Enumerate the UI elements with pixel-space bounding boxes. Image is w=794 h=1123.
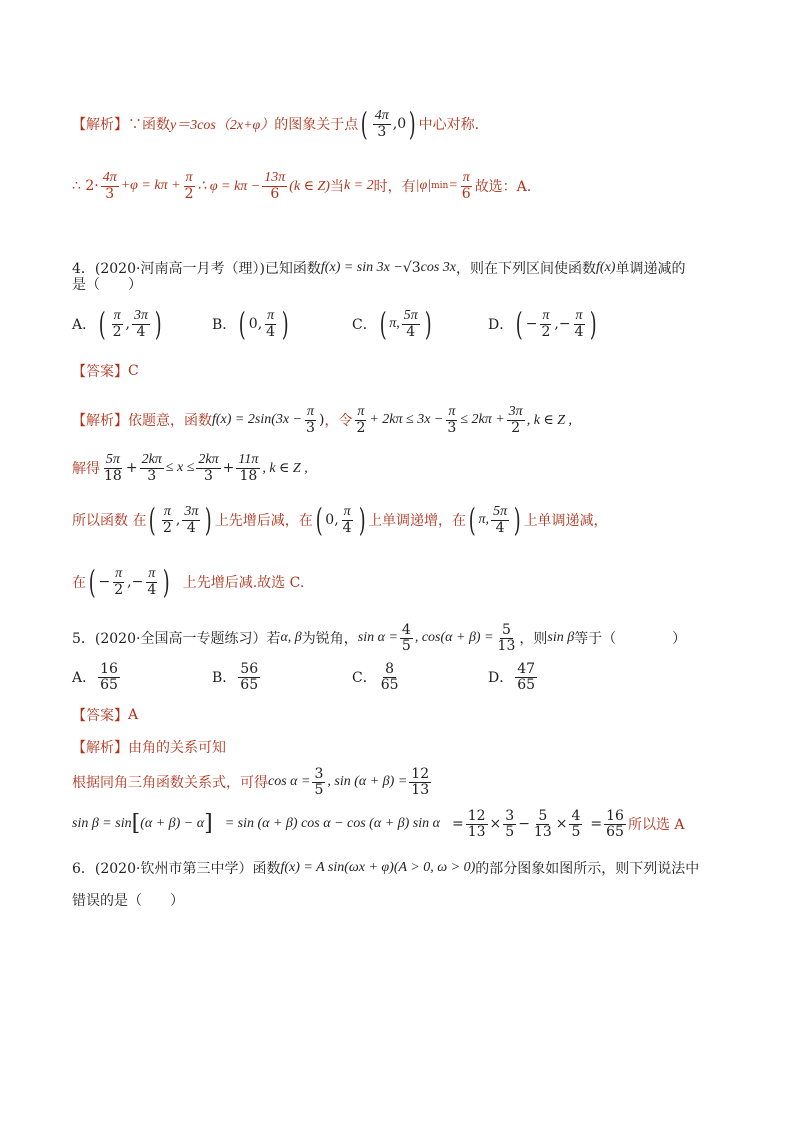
q4-analysis-line3: 所以函数 在 ( $\frac{\pi}{2}$ , $\frac{3\pi}{4}$ ) 上先增后减，在 ( 0, $\frac{\pi}{4}$ ) 上单调递增，在 ( π, $\frac{5\pi}{4}$ ) 上单调递减， xyxy=(72,501,608,539)
q4-answer: 【答案】 C xyxy=(72,363,139,380)
q5-analysis-line2: 根据同角三角函数关系式，可得 cos α = $\frac{3}{5}$ , sin (α + β) = $\frac{12}{13}$ xyxy=(72,765,430,798)
q5-option-a[interactable]: A． $\frac{16}{65}$ xyxy=(72,660,118,693)
q4-option-a[interactable]: A． ( $\frac{\pi}{2}$ , $\frac{3\pi}{4}$ ) xyxy=(72,305,162,343)
q4-option-d[interactable]: D． ( − $\frac{\pi}{2}$ ,− $\frac{\pi}{4}$ ) xyxy=(488,305,598,343)
q5-analysis-line3: sin β = sin [ (α + β) − α ] = sin (α + β) cos α − cos (α + β) sin α = $\frac{12}{13}$ × $\frac{3}{5}$ − $\frac{5}{13}$ × $\frac{4}{5}$ = $\frac{16}{65}$ 所以选 A xyxy=(72,807,685,840)
analysis-tag: 【解析】 xyxy=(72,117,128,133)
q6-stem-line2: 错误的是（ ） xyxy=(72,893,184,909)
q4-stem-line2b: 是（ ） xyxy=(72,277,142,293)
q4-analysis-line2: 解得 $\frac{5\pi}{18}$ + $\frac{2k\pi}{3}$ ≤ x ≤ $\frac{2k\pi}{3}$ + $\frac{11\pi}{18}$ , k ∈ Z , xyxy=(72,451,308,484)
q5-option-c[interactable]: C． $\frac{8}{65}$ xyxy=(352,660,399,693)
q5-answer: 【答案】 A xyxy=(72,707,139,724)
q5-options xyxy=(72,656,734,698)
q6-stem-line1: 6．(2020·钦州市第三中学）函数 f(x) = A sin(ωx + φ)(A > 0, ω > 0) 的部分图象如图所示，则下列说法中 xyxy=(72,860,700,877)
q5-option-d[interactable]: D． $\frac{47}{65}$ xyxy=(488,660,536,693)
q5-option-b[interactable]: B． $\frac{56}{65}$ xyxy=(212,660,259,693)
q4-options xyxy=(72,302,734,346)
prev-analysis-line1: 【解析】 ∵函数 y＝3cos（2x+φ） 的图象关于点 ( $\frac{4\pi}{3}$ ,0 ) 中心对称. xyxy=(72,105,480,143)
q4-stem-line1: 4．(2020·河南高一月考（理）)已知函数 f(x) = sin 3x − √3 cos 3x ，则在下列区间使函数 f(x) 单调递减的 xyxy=(72,260,686,277)
q5-stem: 5．(2020·全国高一专题练习）若 α, β 为锐角， sin α = $\frac{4}{5}$ , cos(α + β) = $\frac{5}{13}$ ，则 sin β 等于（ ） xyxy=(72,621,687,654)
prev-analysis-line2: ∴ 2· $\frac{4\pi}{3}$ +φ = kπ + $\frac{\pi}{2}$ ∴ φ = kπ − $\frac{13\pi}{6}$ (k ∈ Z) 当 k = 2 时，有 |φ| min = $\frac{\pi}{6}$ 故选：A. xyxy=(72,169,532,202)
q4-option-b[interactable]: B． ( 0, $\frac{\pi}{4}$ ) xyxy=(212,305,289,343)
q4-analysis-line4: 在 ( − $\frac{\pi}{2}$ ,− $\frac{\pi}{4}$ ) 上先增后减.故选 C. xyxy=(72,563,305,601)
q4-analysis-line1: 【解析】 依题意，函数 f(x) = 2sin(3x − $\frac{\pi}{3}$ ) ，令 $\frac{\pi}{2}$ + 2kπ ≤ 3x − $\frac{\pi}{3}$ ≤ 2kπ + $\frac{3\pi}{2}$ , k ∈ Z , xyxy=(72,403,573,436)
q4-option-c[interactable]: C． ( π, $\frac{5\pi}{4}$ ) xyxy=(352,305,432,343)
q5-analysis-line1: 【解析】 由角的关系可知 xyxy=(72,740,226,756)
